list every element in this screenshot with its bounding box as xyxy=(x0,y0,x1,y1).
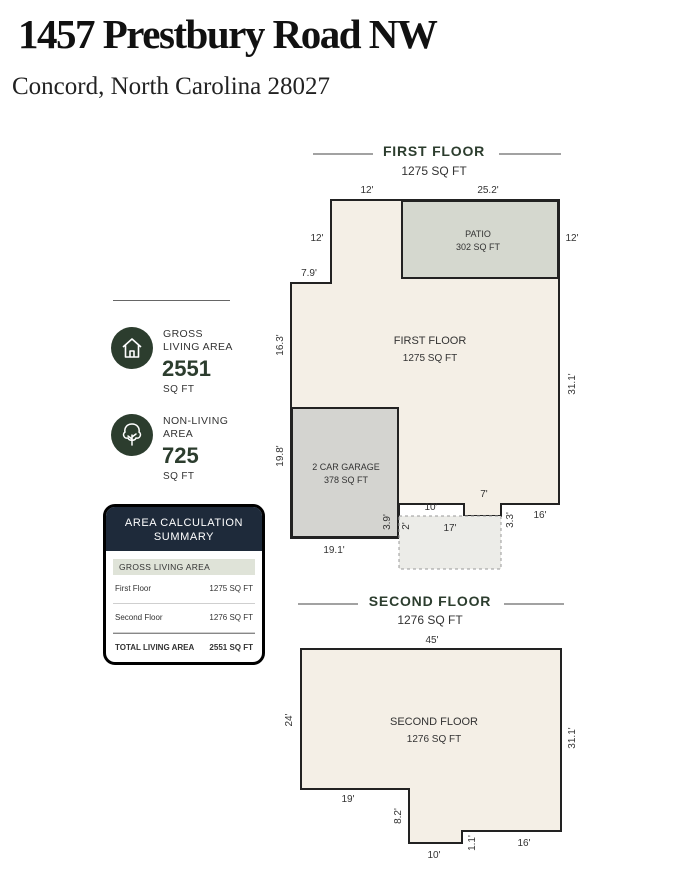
first-floor-heading-area: 1275 SQ FT xyxy=(401,164,467,178)
summary-total-label: TOTAL LIVING AREA xyxy=(115,643,195,652)
first-floor-heading: FIRST FLOOR xyxy=(382,143,486,159)
gross-unit: SQ FT xyxy=(163,384,195,395)
dim-label: 7.9' xyxy=(301,268,317,279)
patio-area-text: 302 SQ FT xyxy=(455,242,501,252)
dim-label: 31.1' xyxy=(567,727,578,749)
dim-label: 16' xyxy=(533,510,547,521)
summary-row-value: 1276 SQ FT xyxy=(209,613,253,622)
patio-name: PATIO xyxy=(465,229,491,239)
summary-section-label: GROSS LIVING AREA xyxy=(113,559,255,575)
dim-label: 45' xyxy=(425,635,439,646)
dim-label: 12' xyxy=(565,233,579,244)
dim-label: 24' xyxy=(284,713,295,727)
dim-label: 19' xyxy=(341,794,355,805)
gross-value: 2551 xyxy=(162,356,211,381)
second-floor-room-name: SECOND FLOOR xyxy=(389,716,479,728)
dim-label: 19.1' xyxy=(323,545,345,556)
second-floor-heading-area: 1276 SQ FT xyxy=(397,613,463,627)
garage-name: 2 CAR GARAGE xyxy=(312,462,380,472)
property-address: 1457 Prestbury Road NW xyxy=(18,11,437,57)
summary-total-value: 2551 SQ FT xyxy=(209,643,253,652)
non-living-label-1: NON-LIVING xyxy=(163,415,229,427)
dim-label: 3.3' xyxy=(505,512,516,528)
garage-area-text: 378 SQ FT xyxy=(323,475,369,485)
dim-label: 1.1' xyxy=(467,835,478,851)
dim-label: 7' xyxy=(480,489,488,500)
dim-label: 12' xyxy=(360,185,374,196)
gross-label-2: LIVING AREA xyxy=(163,341,233,353)
dim-label: 16' xyxy=(517,838,531,849)
patio-area xyxy=(402,201,558,278)
non-living-unit: SQ FT xyxy=(163,471,195,482)
property-city-line: Concord, North Carolina 28027 xyxy=(12,73,331,100)
non-living-value: 725 xyxy=(162,443,199,468)
summary-title-2: SUMMARY xyxy=(153,531,215,543)
dim-label: 10' xyxy=(427,850,441,861)
gross-label-1: GROSS xyxy=(163,328,203,340)
second-floor-heading: SECOND FLOOR xyxy=(368,593,492,609)
summary-row-value: 1275 SQ FT xyxy=(209,584,253,593)
non-living-label-2: AREA xyxy=(163,428,194,440)
dim-label: 10' xyxy=(424,502,438,513)
dim-label: 25.2' xyxy=(477,185,499,196)
dim-label: 31.1' xyxy=(567,373,578,395)
first-floor-room-area: 1275 SQ FT xyxy=(402,353,458,364)
summary-row-label: First Floor xyxy=(115,584,151,593)
dim-label: 12' xyxy=(310,233,324,244)
dim-label: 8.2' xyxy=(393,808,404,824)
dim-label: 16.3' xyxy=(275,334,286,356)
summary-row-label: Second Floor xyxy=(115,613,163,622)
dim-label: 3.9' xyxy=(382,514,393,530)
first-floor-room-name: FIRST FLOOR xyxy=(393,335,467,347)
second-floor-outline xyxy=(301,649,561,843)
dim-label: 2' xyxy=(401,522,412,530)
dim-label: 17' xyxy=(443,523,457,534)
second-floor-room-area: 1276 SQ FT xyxy=(406,734,462,745)
summary-title-1: AREA CALCULATION xyxy=(124,517,244,529)
dim-label: 19.8' xyxy=(275,445,286,467)
